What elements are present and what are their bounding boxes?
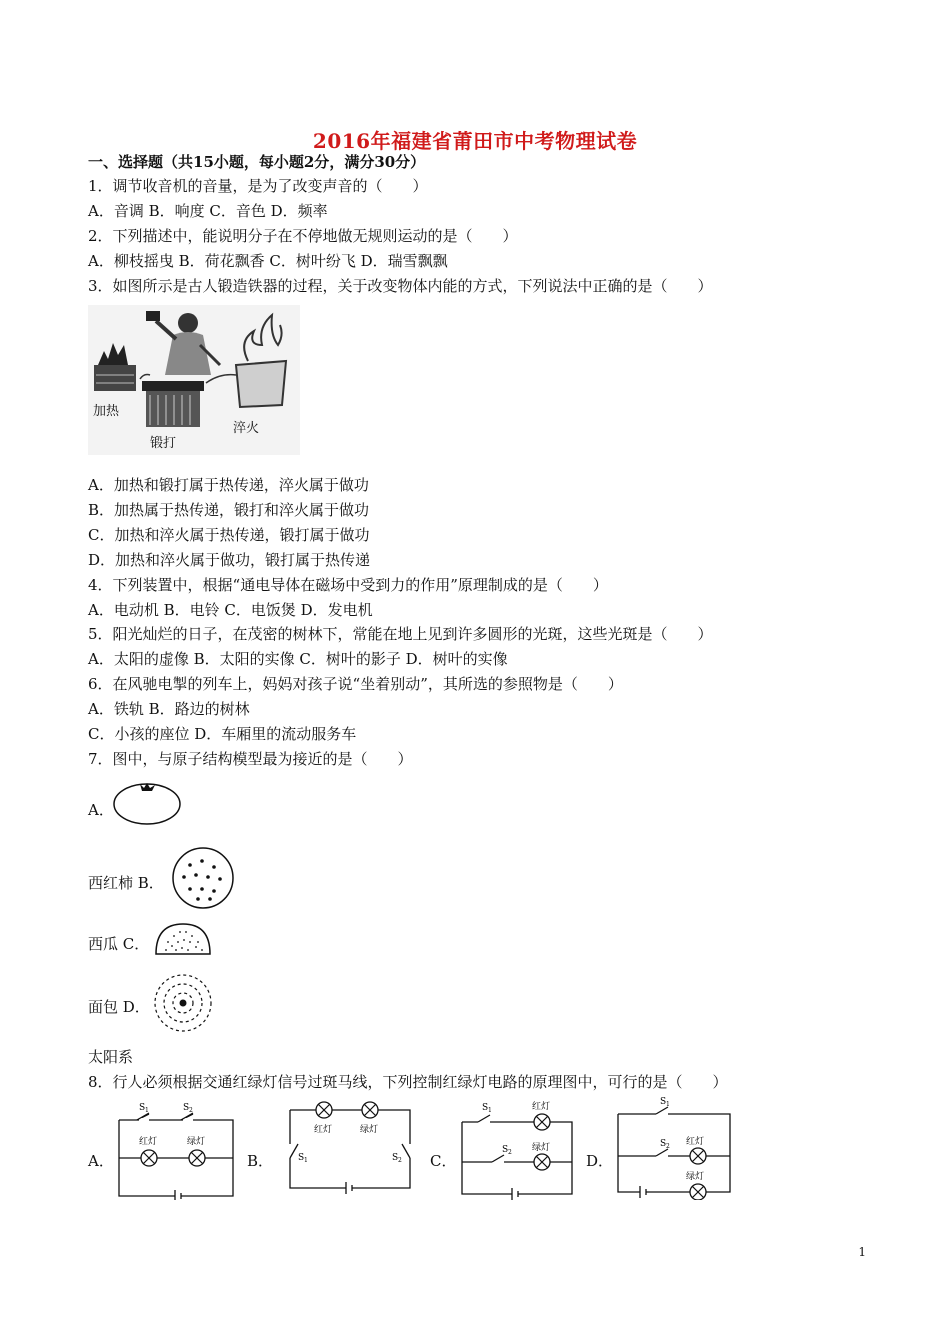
circuit-b-figure xyxy=(286,1100,414,1194)
svg-text:1: 1 xyxy=(666,1101,670,1108)
section-heading: 一、选择题（共15小题，每小题2分，满分30分） xyxy=(88,153,426,171)
circuit-a-figure xyxy=(115,1100,237,1200)
anvil-icon xyxy=(142,381,204,427)
watermelon-figure xyxy=(168,847,238,909)
q6-stem: 6．在风驰电掣的列车上，妈妈对孩子说“坐着别动”，其所选的参照物是（ ） xyxy=(88,675,623,693)
label-red-b: 红灯 xyxy=(314,1125,333,1135)
q8-option-d: D． xyxy=(586,1152,614,1170)
q7-option-c: 西瓜 C． xyxy=(88,935,150,953)
page-number: 1 xyxy=(858,1245,866,1259)
label-red-a: 红灯 xyxy=(139,1137,158,1147)
svg-text:S: S xyxy=(660,1139,667,1149)
q3-option-b: B．加热属于热传递，锻打和淬火属于做功 xyxy=(88,501,370,519)
q4-options: A．电动机 B．电铃 C．电饭煲 D．发电机 xyxy=(88,601,373,619)
svg-text:1: 1 xyxy=(488,1107,492,1114)
svg-text:2: 2 xyxy=(189,1107,193,1114)
q6-options-line1: A．铁轨 B．路边的树林 xyxy=(88,700,250,718)
svg-text:1: 1 xyxy=(145,1107,149,1114)
q7-option-d: 面包 D． xyxy=(88,998,150,1016)
svg-text:1: 1 xyxy=(304,1157,308,1164)
circuit-c-figure xyxy=(458,1100,578,1200)
label-red-c: 红灯 xyxy=(532,1102,551,1112)
svg-text:S: S xyxy=(392,1153,399,1163)
q1-stem: 1．调节收音机的音量，是为了改变声音的（ ） xyxy=(88,177,428,195)
label-green-d: 绿灯 xyxy=(686,1172,705,1182)
q8-stem: 8．行人必须根据交通红绿灯信号过斑马线，下列控制红绿灯电路的原理图中，可行的是（ ） xyxy=(88,1073,728,1091)
q3-option-a: A．加热和锻打属于热传递，淬火属于做功 xyxy=(88,476,369,494)
q5-options: A．太阳的虚像 B．太阳的实像 C．树叶的影子 D．树叶的实像 xyxy=(88,650,508,668)
bread-figure xyxy=(152,920,214,960)
svg-text:S: S xyxy=(502,1145,509,1155)
label-s1-a: S xyxy=(139,1103,146,1113)
svg-text:2: 2 xyxy=(508,1149,512,1156)
q1-options: A．音调 B．响度 C．音色 D．频率 xyxy=(88,202,328,220)
q8-option-a: A． xyxy=(88,1152,114,1170)
q7-tail: 太阳系 xyxy=(88,1048,134,1066)
q2-options: A．柳枝摇曳 B．荷花飘香 C．树叶纷飞 D．瑞雪飘飘 xyxy=(88,252,448,270)
page-title: 2016年福建省莆田市中考物理试卷 xyxy=(312,129,638,153)
svg-text:2: 2 xyxy=(666,1143,670,1150)
q3-option-c: C．加热和淬火属于热传递，锻打属于做功 xyxy=(88,526,370,544)
svg-text:S: S xyxy=(482,1103,489,1113)
q8-option-b: B． xyxy=(247,1152,274,1170)
tomato-figure xyxy=(110,774,184,826)
label-green-c: 绿灯 xyxy=(532,1143,551,1153)
q3-stem: 3．如图所示是古人锻造铁器的过程，关于改变物体内能的方式，下列说法中正确的是（ ） xyxy=(88,277,713,295)
q2-stem: 2．下列描述中，能说明分子在不停地做无规则运动的是（ ） xyxy=(88,227,518,245)
svg-text:S: S xyxy=(660,1097,667,1107)
svg-text:2: 2 xyxy=(398,1157,402,1164)
q3-option-d: D．加热和淬火属于做功，锻打属于热传递 xyxy=(88,551,371,569)
q4-stem: 4．下列装置中，根据“通电导体在磁场中受到力的作用”原理制成的是（ ） xyxy=(88,576,608,594)
label-s2-a: S xyxy=(183,1103,190,1113)
label-heat: 加热 xyxy=(93,404,120,419)
svg-text:S: S xyxy=(298,1153,305,1163)
circuit-d-figure xyxy=(614,1096,736,1200)
q6-options-line2: C．小孩的座位 D．车厢里的流动服务车 xyxy=(88,725,357,743)
q8-option-c: C． xyxy=(430,1152,457,1170)
forging-figure xyxy=(88,305,300,455)
q7-option-b: 西红柿 B． xyxy=(88,874,164,892)
label-green-b: 绿灯 xyxy=(360,1125,379,1135)
solar-system-figure xyxy=(150,972,216,1034)
q5-stem: 5．阳光灿烂的日子，在茂密的树林下，常能在地上见到许多圆形的光斑，这些光斑是（ ） xyxy=(88,625,713,643)
label-green-a: 绿灯 xyxy=(187,1137,206,1147)
label-quench: 淬火 xyxy=(233,421,260,436)
q7-option-a: A． xyxy=(88,801,114,819)
q7-stem: 7．图中，与原子结构模型最为接近的是（ ） xyxy=(88,750,413,768)
label-red-d: 红灯 xyxy=(686,1137,705,1147)
label-forge: 锻打 xyxy=(150,436,177,451)
